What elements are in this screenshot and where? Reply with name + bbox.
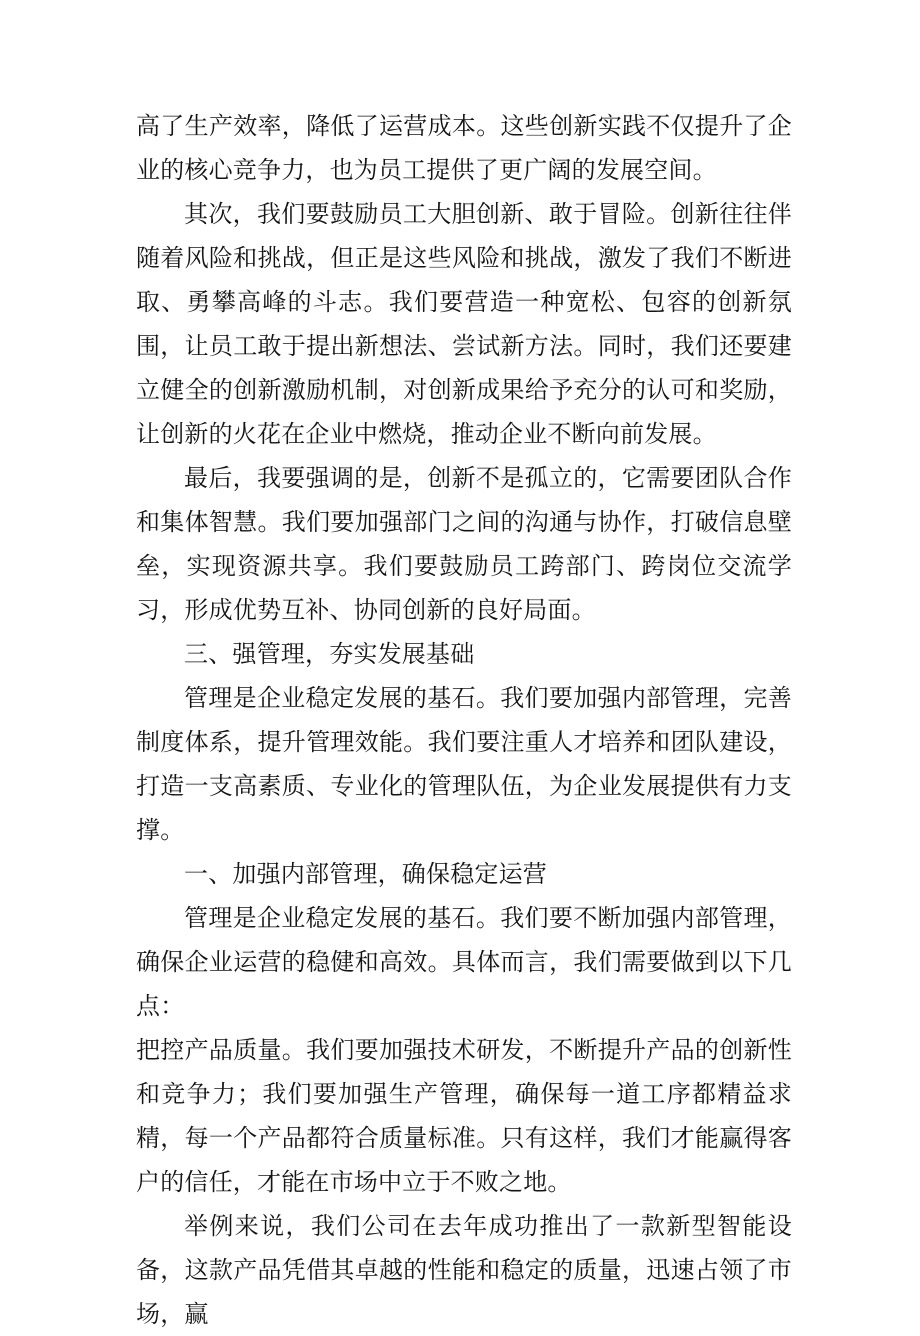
section-heading-3: 三、强管理，夯实发展基础 xyxy=(184,640,475,668)
document-page xyxy=(136,104,792,1336)
paragraph-7: 举例来说，我们公司在去年成功推出了一款新型智能设备，这款产品凭借其卓越的性能和稳定的质量，迅速占领了市场，赢 xyxy=(136,1212,792,1328)
paragraph-6: 把控产品质量。我们要加强技术研发，不断提升产品的创新性和竞争力；我们要加强生产管理，确保每一道工序都精益求精，每一个产品都符合质量标准。只有这样，我们才能赢得客户的信任，才能在市场中立于不败之地。 xyxy=(136,1036,792,1196)
paragraph-5: 管理是企业稳定发展的基石。我们要不断加强内部管理，确保企业运营的稳健和高效。具体而言，我们需要做到以下几点： xyxy=(136,904,792,1020)
paragraph-4: 管理是企业稳定发展的基石。我们要加强内部管理，完善制度体系，提升管理效能。我们要注重人才培养和团队建设，打造一支高素质、专业化的管理队伍，为企业发展提供有力支撑。 xyxy=(136,684,792,844)
paragraph-3: 最后，我要强调的是，创新不是孤立的，它需要团队合作和集体智慧。我们要加强部门之间的沟通与协作，打破信息壁垒，实现资源共享。我们要鼓励员工跨部门、跨岗位交流学习，形成优势互补、协同创新的良好局面。 xyxy=(136,464,792,624)
subsection-heading-1: 一、加强内部管理，确保稳定运营 xyxy=(184,860,547,888)
paragraph-2: 其次，我们要鼓励员工大胆创新、敢于冒险。创新往往伴随着风险和挑战，但正是这些风险和挑战，激发了我们不断进取、勇攀高峰的斗志。我们要营造一种宽松、包容的创新氛围，让员工敢于提出新想法、尝试新方法。同时，我们还要建立健全的创新激励机制，对创新成果给予充分的认可和奖励，让创新的火花在企业中燃烧，推动企业不断向前发展。 xyxy=(136,200,792,448)
paragraph-1: 高了生产效率，降低了运营成本。这些创新实践不仅提升了企业的核心竞争力，也为员工提供了更广阔的发展空间。 xyxy=(136,112,792,184)
